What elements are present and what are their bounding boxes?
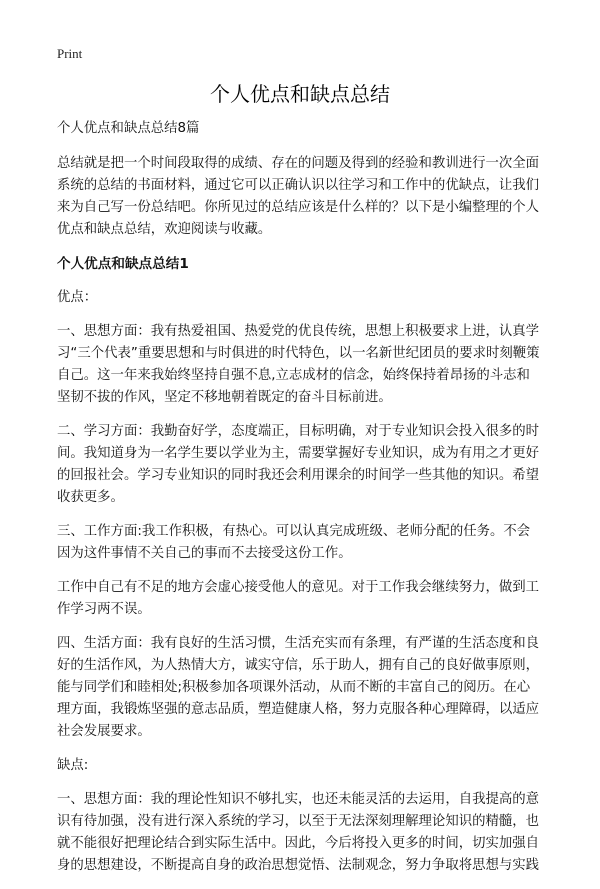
paragraph-work: 三、工作方面:我工作积极，有热心。可以认真完成班级、老师分配的任务。不会因为这件事情不关自己的事而不去接受这份工作。	[57, 524, 531, 561]
strengths-label: 优点：	[57, 290, 98, 305]
section-heading: 个人优点和缺点总结1	[57, 256, 189, 272]
document-subtitle: 个人优点和缺点总结8篇	[57, 121, 200, 136]
paragraph-life: 四、生活方面：我有良好的生活习惯，生活充实而有条理，有严谨的生活态度和良好的生活作风，为人热情大方，诚实守信，乐于助人，拥有自己的良好做事原则，能与同学们和睦相处;积极参加各项课外活动，从而不断的丰富自己的阅历。在心理方面，我锻炼坚强的意志品质，塑造健康人格，努力克服各种心理障碍，以适应社会发展要求。	[57, 636, 540, 739]
document-title: 个人优点和缺点总结	[210, 82, 390, 106]
document-body	[57, 118, 543, 889]
paragraph-study: 二、学习方面：我勤奋好学，态度端正，目标明确，对于专业知识会投入很多的时间。我知道身为一名学生要以学业为主，需要掌握好专业知识，成为有用之才更好的回报社会。学习专业知识的同时我还会利用课余的时间学一些其他的知识。希望收获更多。	[57, 424, 540, 505]
paragraph-thought: 一、思想方面：我有热爱祖国、热爱党的优良传统，思想上积极要求上进，认真学习“三个代表”重要思想和与时俱进的时代特色，以一名新世纪团员的要求时刻鞭策自己。这一年来我始终坚持自强不息,立志成材的信念，始终保持着昂扬的斗志和坚韧不拔的作风，坚定不移地朝着既定的奋斗目标前进。	[57, 324, 540, 405]
weaknesses-label: 缺点:	[57, 758, 89, 773]
intro-paragraph: 总结就是把一个时间段取得的成绩、存在的问题及得到的经验和教训进行一次全面系统的总结的书面材料，通过它可以正确认识以往学习和工作中的优缺点，让我们来为自己写一份总结吧。你所见过的总结应该是什么样的？以下是小编整理的个人优点和缺点总结，欢迎阅读与收藏。	[57, 156, 540, 237]
paragraph-weakness-thought: 一、思想方面：我的理论性知识不够扎实，也还未能灵活的去运用，自我提高的意识有待加强，没有进行深入系统的学习，以至于无法深刻理解理论知识的精髓，也就不能很好把理论结合到实际生活中。因此，今后将投入更多的时间，切实加强自身的思想建设，不断提高自身的政治思想觉悟、法制观念，努力争取将思想与实践	[57, 792, 540, 873]
print-link[interactable]: Print	[57, 46, 83, 61]
paragraph-work-continued: 工作中自己有不足的地方会虚心接受他人的意见。对于工作我会继续努力，做到工作学习两不误。	[57, 580, 540, 617]
